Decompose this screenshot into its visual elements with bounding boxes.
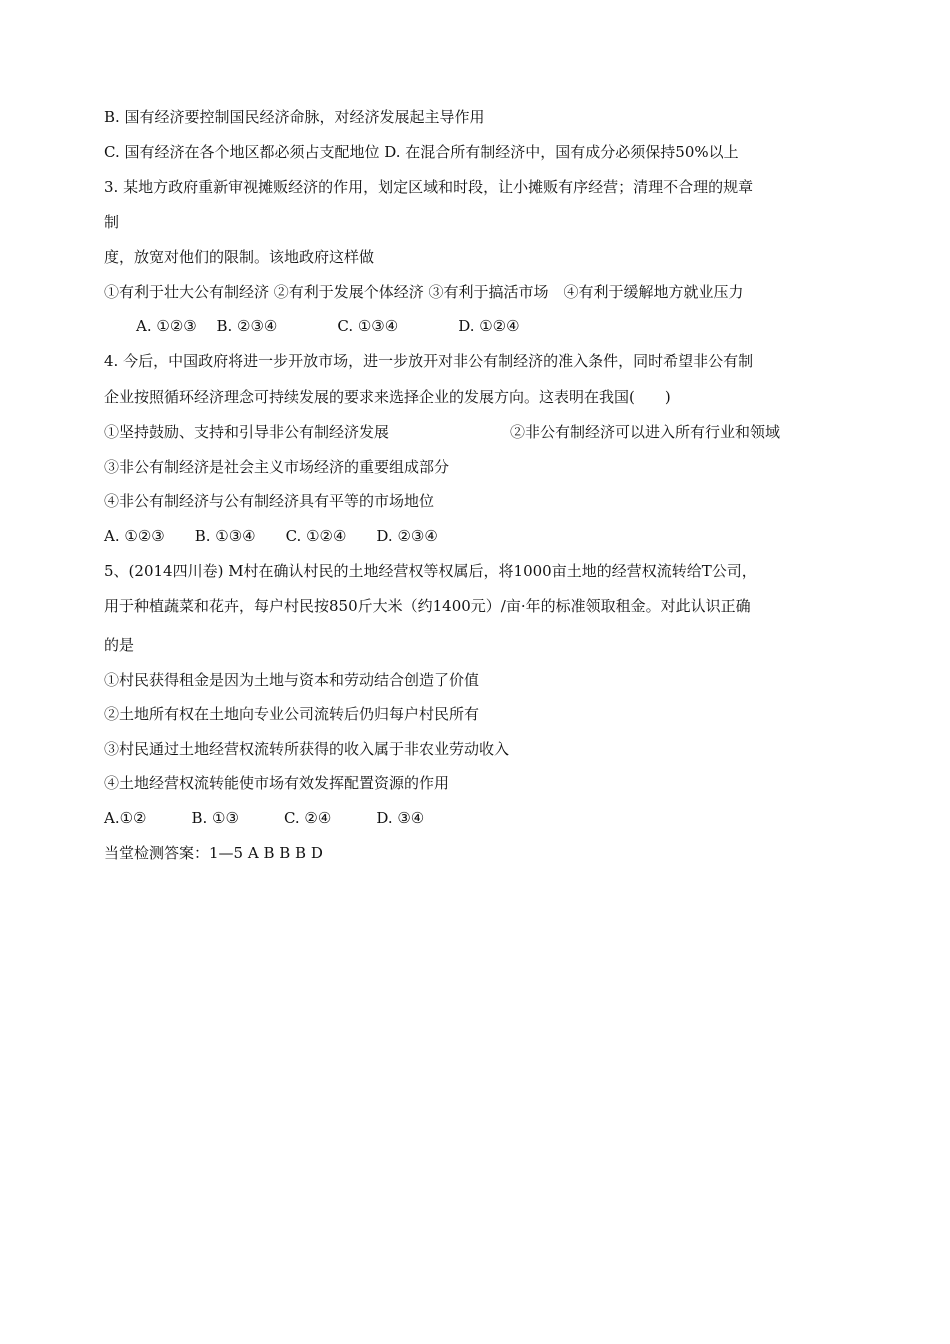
- question-5-statement-4: ④土地经营权流转能使市场有效发挥配置资源的作用: [104, 774, 450, 792]
- question-3-choices: A. ①②③ B. ②③④ C. ①③④ D. ①②④: [136, 317, 520, 335]
- question-4-stem: 4. 今后，中国政府将进一步开放市场，进一步放开对非公有制经济的准入条件，同时希望非公有制: [104, 352, 754, 370]
- question-5-statement-3: ③村民通过土地经营权流转所获得的收入属于非农业劳动收入: [104, 740, 510, 758]
- question-4-statement-4: ④非公有制经济与公有制经济具有平等的市场地位: [104, 492, 435, 510]
- question-4-statement-1: ①坚持鼓励、支持和引导非公有制经济发展: [104, 423, 390, 441]
- question-4-stem-end: 企业按照循环经济理念可持续发展的要求来选择企业的发展方向。这表明在我国( ): [104, 388, 671, 406]
- question-5-stem-cont: 用于种植蔬菜和花卉，每户村民按850斤大米（约1400元）/亩·年的标准领取租金。对此认识正确: [104, 597, 751, 615]
- question-4-choices: A. ①②③ B. ①③④ C. ①②④ D. ②③④: [104, 527, 438, 545]
- question-3-statements: ①有利于壮大公有制经济 ②有利于发展个体经济 ③有利于搞活市场 ④有利于缓解地方就业压力: [104, 283, 744, 301]
- question-5-statement-1: ①村民获得租金是因为土地与资本和劳动结合创造了价值: [104, 671, 480, 689]
- option-b-line: B. 国有经济要控制国民经济命脉，对经济发展起主导作用: [104, 108, 485, 126]
- question-3-stem-wrap: 制: [104, 213, 120, 231]
- answer-key: 当堂检测答案：1—5 A B B B D: [104, 844, 323, 862]
- option-c-d-line: C. 国有经济在各个地区都必须占支配地位 D. 在混合所有制经济中，国有成分必须保持50%以上: [104, 143, 739, 161]
- question-5-statement-2: ②土地所有权在土地向专业公司流转后仍归每户村民所有: [104, 705, 480, 723]
- question-5-stem: 5、(2014四川卷) M村在确认村民的土地经营权等权属后，将1000亩土地的经营权流转给T公司，: [104, 562, 757, 580]
- question-5-choices: A.①② B. ①③ C. ②④ D. ③④: [104, 809, 425, 827]
- question-4-statement-2: ②非公有制经济可以进入所有行业和领域: [510, 423, 781, 441]
- question-3-stem: 3. 某地方政府重新审视摊贩经济的作用，划定区域和时段，让小摊贩有序经营；清理不合理的规章: [104, 178, 754, 196]
- question-4-statement-3: ③非公有制经济是社会主义市场经济的重要组成部分: [104, 458, 450, 476]
- question-5-stem-end: 的是: [104, 636, 135, 654]
- question-3-stem-end: 度，放宽对他们的限制。该地政府这样做: [104, 248, 375, 266]
